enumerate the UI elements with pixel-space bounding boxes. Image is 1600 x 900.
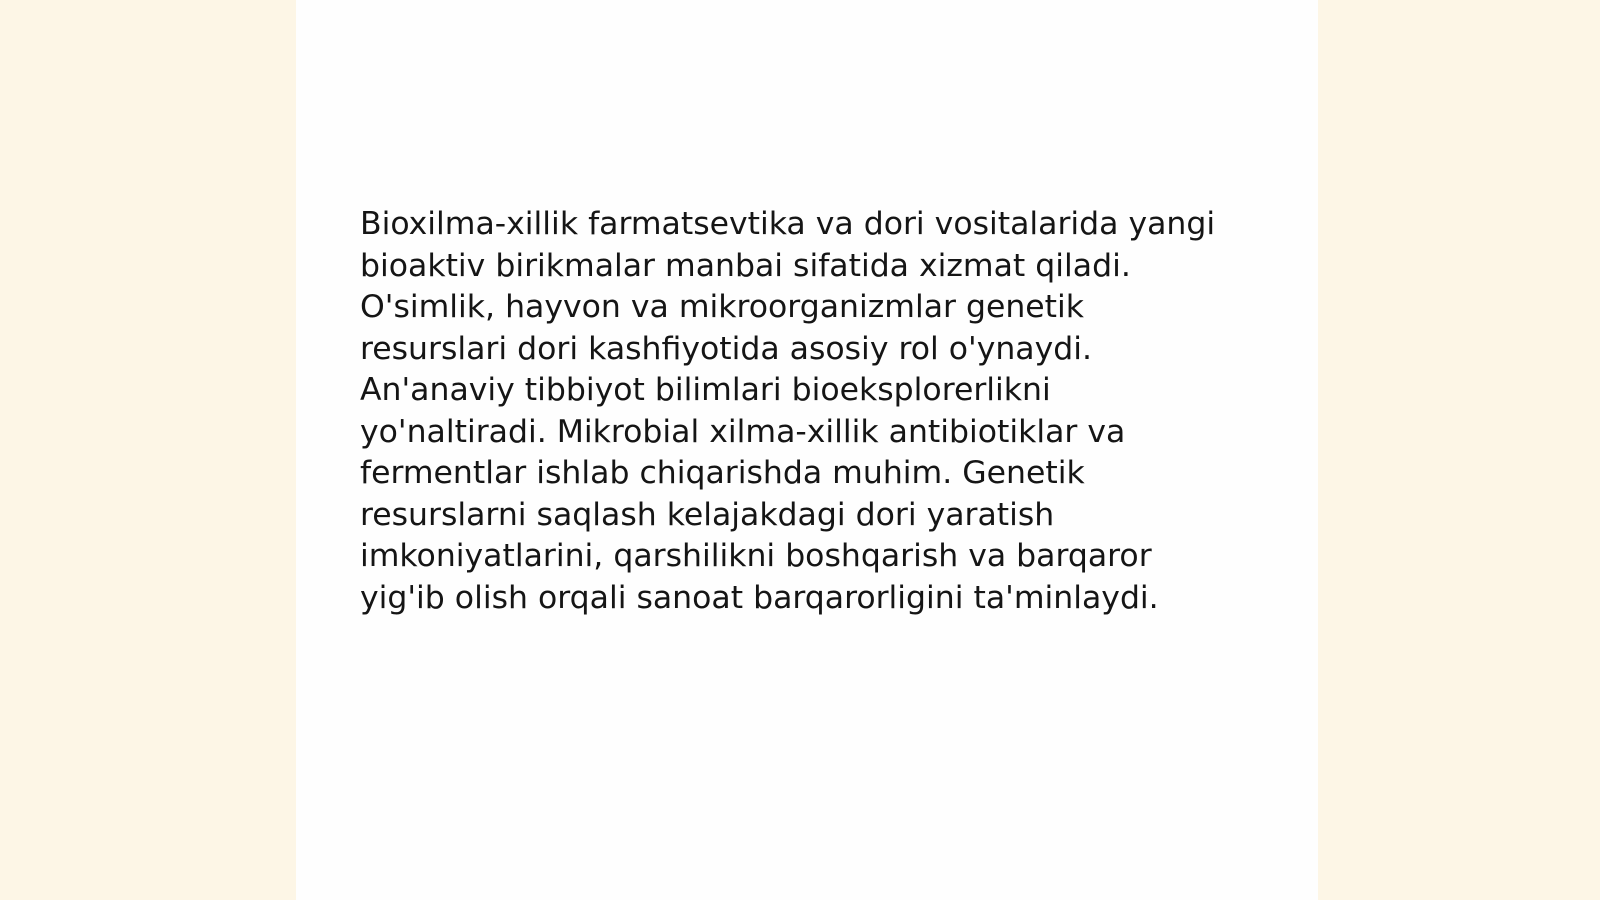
paragraph-line: resurslarni saqlash kelajakdagi dori yaratish [360, 496, 1055, 533]
body-paragraph [360, 204, 1260, 619]
paragraph-line: Bioxilma-xillik farmatsevtika va dori vositalarida yangi [360, 206, 1216, 242]
paragraph-line: yo'naltiradi. Mikrobial xilma-xillik antibiotiklar va [360, 413, 1126, 450]
paragraph-line: bioaktiv birikmalar manbai sifatida xizmat qiladi. [360, 247, 1131, 284]
document-page [296, 0, 1318, 900]
paragraph-line: O'simlik, hayvon va mikroorganizmlar genetik [360, 289, 1085, 325]
paragraph-line: yig'ib olish orqali sanoat barqarorligini ta'minlaydi. [360, 579, 1159, 616]
paragraph-line: An'anaviy tibbiyot bilimlari bioeksplorerlikni [360, 372, 1051, 408]
paragraph-line: fermentlar ishlab chiqarishda muhim. Genetik [360, 455, 1085, 491]
paragraph-line: resurslari dori kashfiyotida asosiy rol o'ynaydi. [360, 330, 1093, 367]
paragraph-line: imkoniyatlarini, qarshilikni boshqarish va barqaror [360, 538, 1152, 574]
